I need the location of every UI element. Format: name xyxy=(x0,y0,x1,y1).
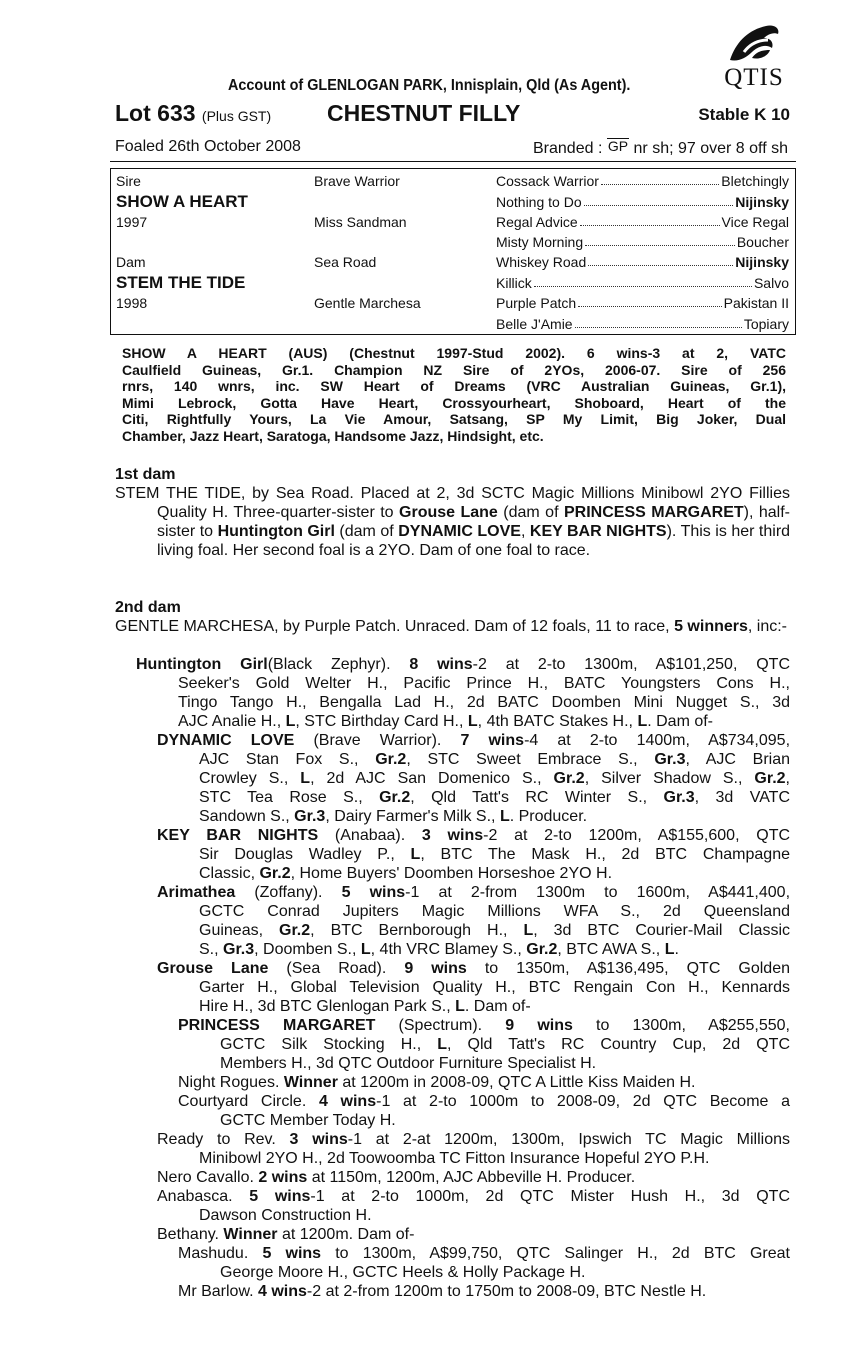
text-run: Garter H., Global Television Quality H., BTC Rengain Con H., Kennards xyxy=(199,979,790,996)
progeny-line xyxy=(199,769,790,788)
lot-label: Lot 633 xyxy=(115,100,196,126)
sire-label: Sire xyxy=(116,173,141,189)
bold-text: 2 wins xyxy=(258,1169,308,1186)
dam-label: Dam xyxy=(116,254,146,270)
text-run: Sandown S., xyxy=(199,808,295,825)
text-run: (dam of xyxy=(503,504,559,521)
bold-text: L xyxy=(360,941,371,958)
sire-summary-line: Mimi Lebrock, Gotta Have Heart, Crossyourheart, Shoboard, Heart of the xyxy=(122,394,786,411)
qtis-logo xyxy=(716,22,792,94)
progeny-line xyxy=(178,1244,790,1263)
bold-text: 5 wins xyxy=(341,884,406,901)
progeny-line xyxy=(199,864,612,883)
gst-note: (Plus GST) xyxy=(201,108,272,124)
bold-text: L xyxy=(285,713,296,730)
progeny-line xyxy=(157,1187,790,1206)
first-dam-section xyxy=(115,465,790,560)
gen3-row xyxy=(496,234,789,250)
brand-mark: GP xyxy=(607,138,629,154)
gen3-right: Boucher xyxy=(736,234,789,250)
dam-name: STEM THE TIDE xyxy=(116,273,246,292)
gen3-left: Nothing to Do xyxy=(496,194,582,210)
progeny-line xyxy=(178,1016,790,1035)
progeny-line xyxy=(199,978,790,997)
sire-summary-line: SHOW A HEART (AUS) (Chestnut 1997-Stud 2002). 6 wins-3 at 2, VATC xyxy=(122,345,786,361)
text-run: -2 at 2-from 1200m to 1750m to 2008-09, BTC Nestle H. xyxy=(306,1283,707,1300)
text-run: to 1300m, A$99,750, QTC Salinger H., 2d BTC Great xyxy=(321,1245,791,1262)
text-run: (Anabaa). xyxy=(318,827,422,844)
progeny-line xyxy=(199,997,531,1016)
text-run: second foal is a 2YO. Dam of one foal to race. xyxy=(262,542,591,559)
bold-text: KEY BAR NIGHTS xyxy=(157,827,319,844)
bold-text: 9 wins xyxy=(404,960,467,977)
text-run: , 3d VATC xyxy=(694,789,791,806)
gen3-row xyxy=(496,194,789,210)
text-run: (Sea Road). xyxy=(268,960,405,977)
gen3-row xyxy=(496,254,789,270)
bold-text: Gr.3 xyxy=(663,789,695,806)
branded-label: Branded : xyxy=(533,140,603,157)
foaled-date: Foaled 26th October 2008 xyxy=(115,138,301,155)
bold-text: Gr.2 xyxy=(379,789,411,806)
bold-text: 8 wins xyxy=(409,656,473,673)
progeny-line xyxy=(199,750,790,769)
progeny-line xyxy=(157,1130,790,1149)
second-dam-section xyxy=(115,598,790,636)
horse-head-logo-icon xyxy=(724,22,784,66)
text-run: to 1300m, A$255,550, xyxy=(572,1017,790,1034)
progeny-line xyxy=(157,1168,635,1187)
text-run: , 2d AJC San Domenico S., xyxy=(310,770,554,787)
progeny-line xyxy=(199,807,587,826)
sire-name: SHOW A HEART xyxy=(116,192,248,211)
sire-summary-line: Chamber, Jazz Heart, Saratoga, Handsome Jazz, Hindsight, etc. xyxy=(122,427,544,444)
gen3-right: Pakistan II xyxy=(723,295,789,311)
text-run: , inc:- xyxy=(747,618,788,635)
gen3-left: Belle J'Amie xyxy=(496,316,573,332)
bold-text: L xyxy=(437,1036,448,1053)
text-run: , Home Buyers' Doomben Horseshoe 2YO H. xyxy=(290,865,613,882)
text-run: . xyxy=(674,941,679,958)
progeny-line xyxy=(199,1206,372,1225)
text-run: Sir Douglas Wadley P., xyxy=(199,846,411,863)
progeny-line xyxy=(220,1263,585,1282)
text-run: . Producer. xyxy=(509,808,588,825)
progeny-line xyxy=(178,693,790,712)
text-run: AJC Stan Fox S., xyxy=(199,751,376,768)
leader-dots xyxy=(575,316,742,328)
branded-text: nr sh; 97 over 8 off sh xyxy=(633,140,788,157)
bold-text: Gr.3 xyxy=(223,941,255,958)
text-run: -1 at 2-from 1300m to 1600m, A$441,400, xyxy=(405,884,791,901)
progeny-line xyxy=(157,883,790,902)
progeny-line xyxy=(220,1054,596,1073)
text-run: , STC Sweet Embrace S., xyxy=(406,751,655,768)
text-run: Nero Cavallo. xyxy=(157,1169,259,1186)
branded-info xyxy=(533,138,788,158)
text-run: Hire H., 3d BTC Glenlogan Park S., xyxy=(199,998,456,1015)
gen3-right: Salvo xyxy=(753,275,789,291)
text-run: (Zoffany). xyxy=(235,884,342,901)
logo-text: QTIS xyxy=(724,64,784,91)
text-run: Seeker's Gold Welter H., Pacific Prince H., BATC Youngsters Cons H., xyxy=(178,675,790,692)
bold-text: 4 wins xyxy=(258,1283,307,1300)
winner-count: 5 xyxy=(674,618,683,635)
sire-dam: Miss Sandman xyxy=(314,214,407,230)
horse-description: CHESTNUT FILLY xyxy=(327,100,521,126)
text-run: AJC Analie H., xyxy=(178,713,286,730)
bold-text: L xyxy=(523,922,534,939)
gen3-right: Vice Regal xyxy=(721,214,789,230)
text-run: Members H., 3d QTC Outdoor Furniture Specialist H. xyxy=(220,1055,597,1072)
text-run: Mr Barlow. xyxy=(178,1283,259,1300)
text-run: , Doomben S., xyxy=(254,941,361,958)
gen3-row xyxy=(496,316,789,332)
bold-text: L xyxy=(637,713,648,730)
text-run: at 1150m, 1200m, AJC Abbeville H. Producer. xyxy=(307,1169,636,1186)
horse-name: KEY BAR NIGHTS xyxy=(529,523,667,540)
gen3-row xyxy=(496,295,789,311)
text-run: , BTC Bernborough H., xyxy=(310,922,524,939)
text-run: Courtyard Circle. xyxy=(178,1093,319,1110)
gen3-left: Misty Morning xyxy=(496,234,584,250)
bold-text: Gr.2 xyxy=(553,770,585,787)
dam-year: 1998 xyxy=(116,295,148,311)
text-run: Crowley S., xyxy=(199,770,301,787)
sire-summary xyxy=(122,345,786,444)
vendor-account: Account of GLENLOGAN PARK, Innisplain, Qld (As Agent). xyxy=(228,77,631,94)
bold-text: 5 wins xyxy=(249,1188,311,1205)
first-dam-text xyxy=(115,484,790,560)
text-run: at 1200m in 2008-09, QTC A Little Kiss Maiden H. xyxy=(337,1074,696,1091)
bold-text: 4 wins xyxy=(318,1093,377,1110)
text-run: winners xyxy=(687,618,748,635)
text-run: (Spectrum). xyxy=(375,1017,506,1034)
text-run: , Dairy Farmer's Milk S., xyxy=(325,808,500,825)
text-run: Guineas, xyxy=(199,922,280,939)
stable-number: Stable K 10 xyxy=(698,105,790,124)
sire-sire: Brave Warrior xyxy=(314,173,400,189)
text-run: GCTC Conrad Jupiters Magic Millions WFA S., 2d Queensland xyxy=(199,903,790,920)
bold-text: DYNAMIC LOVE xyxy=(157,732,295,749)
text-run: , Qld Tatt's RC Winter S., xyxy=(410,789,664,806)
text-run: ). This is her third living foal. Her xyxy=(157,523,791,559)
progeny-line xyxy=(220,1111,396,1130)
text-run: , 4th BATC Stakes H., xyxy=(477,713,638,730)
text-run: STEM THE TIDE, by Sea Road. Placed at 2, 3d SCTC Magic Millions Minibowl xyxy=(115,485,704,502)
progeny-line xyxy=(178,1073,695,1092)
text-run: S., xyxy=(199,941,224,958)
text-run: , AJC Brian xyxy=(685,751,791,768)
bold-text: Winner xyxy=(283,1074,338,1091)
gen3-left: Regal Advice xyxy=(496,214,578,230)
progeny-line xyxy=(199,845,790,864)
gen3-left: Cossack Warrior xyxy=(496,173,599,189)
gen3-row xyxy=(496,173,789,189)
gen3-row xyxy=(496,275,789,291)
progeny-line xyxy=(178,1092,790,1111)
text-run: Anabasca. xyxy=(157,1188,250,1205)
text-run: STC Tea Rose S., xyxy=(199,789,380,806)
bold-text: L xyxy=(499,808,510,825)
text-run: , xyxy=(785,770,790,787)
text-run: (dam of xyxy=(339,523,394,540)
dam-dam: Gentle Marchesa xyxy=(314,295,421,311)
bold-text: L xyxy=(455,998,465,1015)
text-run: -1 at 2-at 1200m, 1300m, Ipswich TC Magic Millions xyxy=(347,1131,791,1148)
bold-text: 3 wins xyxy=(421,827,484,844)
progeny-line xyxy=(199,902,790,921)
text-run: Mashudu. xyxy=(178,1245,263,1262)
text-run: (Black Zephyr). xyxy=(267,656,410,673)
progeny-line xyxy=(157,731,790,750)
bold-text: PRINCESS MARGARET xyxy=(178,1017,376,1034)
lot-line xyxy=(115,100,790,130)
bold-text: 9 wins xyxy=(505,1017,573,1034)
leader-dots xyxy=(585,234,735,246)
text-run: Bethany. xyxy=(157,1226,224,1243)
progeny-line xyxy=(199,940,679,959)
text-run: Minibowl 2YO H., 2d Toowoomba TC Fitton Insurance Hopeful 2YO P.H. xyxy=(199,1150,710,1167)
text-run: -4 at 2-to 1400m, A$734,095, xyxy=(524,732,791,749)
sire-summary-line: Citi, Rightfully Yours, La Vie Amour, Satsang, SP My Limit, Big Joker, Dual xyxy=(122,411,786,427)
text-run: , STC Birthday Card H., xyxy=(295,713,468,730)
bold-text: 3 wins xyxy=(289,1131,348,1148)
leader-dots xyxy=(578,295,721,307)
progeny-line xyxy=(178,1282,706,1301)
bold-text: Gr.2 xyxy=(259,865,291,882)
text-run: -2 at 2-to 1300m, A$101,250, QTC xyxy=(472,656,790,673)
second-dam-text xyxy=(115,617,790,636)
lot-number xyxy=(115,100,271,127)
text-run: ), half-sister to xyxy=(157,504,791,540)
progeny-line xyxy=(220,1035,790,1054)
bold-text: Grouse Lane xyxy=(157,960,269,977)
text-run: , 4th VRC Blamey S., xyxy=(370,941,527,958)
text-run: -1 at 2-to 1000m, 2d QTC Mister Hush H., 3d QTC xyxy=(310,1188,791,1205)
progeny-line xyxy=(136,655,790,674)
leader-dots xyxy=(601,173,719,185)
horse-name: Grouse Lane xyxy=(399,504,498,521)
gen3-left: Killick xyxy=(496,275,532,291)
bold-text: Gr.3 xyxy=(294,808,326,825)
text-run: , xyxy=(520,523,526,540)
text-run: Tingo Tango H., Bengalla Lad H., 2d BATC Doomben Mini Nugget S., 3d xyxy=(178,694,790,711)
divider xyxy=(110,161,796,162)
first-dam-heading: 1st dam xyxy=(115,466,176,483)
bold-text: 5 wins xyxy=(262,1245,322,1262)
text-run: George Moore H., GCTC Heels & Holly Package H. xyxy=(220,1264,586,1281)
bold-text: Winner xyxy=(223,1226,278,1243)
gen3-left: Purple Patch xyxy=(496,295,577,311)
text-run: . Dam of- xyxy=(464,998,531,1015)
gen3-right: Bletchingly xyxy=(721,173,789,189)
text-run: at 1200m. Dam of- xyxy=(277,1226,415,1243)
progeny-line xyxy=(199,1149,709,1168)
sire-summary-line: Caulfield Guineas, Gr.1. Champion NZ Sire of 2YOs, 2006-07. Sire of 256 xyxy=(122,361,786,378)
gen3-row xyxy=(496,214,789,230)
gen3-right: Topiary xyxy=(743,316,789,332)
progeny-line xyxy=(157,959,790,978)
bold-text: L xyxy=(410,846,421,863)
second-dam-heading: 2nd dam xyxy=(115,599,181,616)
leader-dots xyxy=(534,275,752,287)
text-run: , 3d BTC Courier-Mail Classic xyxy=(533,922,791,939)
text-run: GCTC Member Today H. xyxy=(220,1112,396,1129)
text-run: Dawson Construction H. xyxy=(199,1207,372,1224)
gen3-right: Nijinsky xyxy=(735,194,789,210)
leader-dots xyxy=(580,214,720,226)
horse-name: DYNAMIC LOVE xyxy=(398,523,521,540)
bold-text: L xyxy=(300,770,311,787)
text-run: (Brave Warrior). xyxy=(294,732,461,749)
bold-text: 7 wins xyxy=(460,732,525,749)
bold-text: Gr.2 xyxy=(526,941,558,958)
horse-name: PRINCESS MARGARET xyxy=(563,504,744,521)
bold-text: Huntington Girl xyxy=(136,656,268,673)
progeny-line xyxy=(199,921,790,940)
gen3-left: Whiskey Road xyxy=(496,254,587,270)
bold-text: Gr.3 xyxy=(654,751,686,768)
leader-dots xyxy=(584,194,734,206)
progeny-line xyxy=(199,788,790,807)
text-run: to 1350m, A$136,495, QTC Golden xyxy=(466,960,791,977)
text-run: GENTLE MARCHESA, by Purple Patch. Unraced. Dam of 12 foals, 11 to race, xyxy=(115,618,670,635)
bold-text: L xyxy=(664,941,675,958)
bold-text: L xyxy=(467,713,478,730)
leader-dots xyxy=(588,254,733,266)
text-run: , BTC AWA S., xyxy=(557,941,665,958)
text-run: GCTC Silk Stocking H., xyxy=(220,1036,438,1053)
text-run: Classic, xyxy=(199,865,260,882)
sire-summary-line: rnrs, 140 wnrs, inc. SW Heart of Dreams (VRC Australian Guineas, Gr.1), xyxy=(122,378,786,394)
text-run: , Qld Tatt's RC Country Cup, 2d QTC xyxy=(447,1036,791,1053)
text-run: -2 at 2-to 1200m, A$155,600, QTC xyxy=(483,827,791,844)
horse-name: Huntington Girl xyxy=(217,523,335,540)
bold-text: Gr.2 xyxy=(279,922,311,939)
progeny-line xyxy=(178,712,713,731)
text-run: , Silver Shadow S., xyxy=(584,770,755,787)
bold-text: Gr.2 xyxy=(375,751,407,768)
progeny-line xyxy=(157,826,790,845)
dam-sire: Sea Road xyxy=(314,254,377,270)
text-run: Ready to Rev. xyxy=(157,1131,290,1148)
text-run: , BTC The Mask H., 2d BTC Champagne xyxy=(420,846,790,863)
progeny-line xyxy=(178,674,790,693)
pedigree-table xyxy=(110,168,796,335)
gen3-right: Nijinsky xyxy=(735,254,789,270)
bold-text: Arimathea xyxy=(157,884,236,901)
bold-text: Gr.2 xyxy=(754,770,786,787)
progeny-line xyxy=(157,1225,414,1244)
text-run: . Dam of- xyxy=(647,713,714,730)
sire-year: 1997 xyxy=(116,214,148,230)
text-run: -1 at 2-to 1000m to 2008-09, 2d QTC Become a xyxy=(376,1093,790,1110)
text-run: Night Rogues. xyxy=(178,1074,284,1091)
text-run: 2YO Fillies Quality H. Three-quarter-sister to xyxy=(157,485,790,521)
